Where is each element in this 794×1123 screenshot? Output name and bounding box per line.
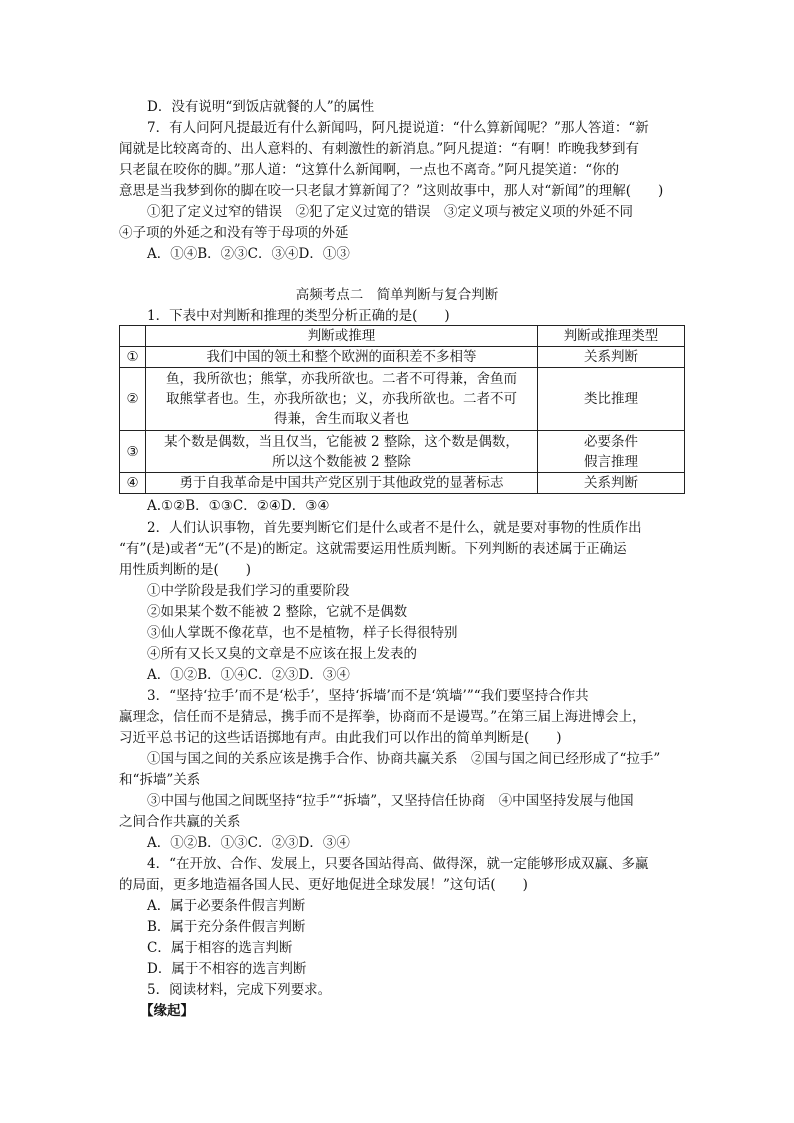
table-row — [120, 368, 685, 431]
q2-stem-line: 用性质判断的是( ) — [119, 562, 252, 578]
q1-options: A.①②B．①③C．②④D．③④ — [147, 498, 330, 514]
table-header-cell: 判断或推理类型 — [538, 326, 685, 347]
q7-stem-line: 意思是当我梦到你的脚在咬一只老鼠才算新闻了？”这则故事中，那人对“新闻”的理解( ) — [119, 183, 664, 199]
q2-item: ②如果某个数不能被 2 整除，它就不是偶数 — [147, 604, 408, 620]
q7-stem-line: 7．有人问阿凡提最近有什么新闻吗，阿凡提说道：“什么算新闻呢？”那人答道：“新 — [147, 120, 649, 136]
q3-stem-line: 3．“坚持‘拉手’而不是‘松手’，坚持‘拆墙’而不是‘筑墙’”“我们要坚持合作共 — [147, 688, 589, 704]
q5-stem: 5．阅读材料，完成下列要求。 — [147, 982, 332, 998]
row-type: 必要条件 假言推理 — [538, 431, 685, 473]
q7-stem-line: 只老鼠在咬你的脚。”那人道：“这算什么新闻啊，一点也不离奇。”阿凡提笑道：“你的 — [119, 162, 620, 178]
q3-item-line: ①国与国之间的关系应该是携手合作、协商共赢关系 ②国与国之间已经形成了“拉手” — [147, 751, 661, 767]
table-row — [120, 431, 685, 473]
q7-stem-line: 闻就是比较离奇的、出人意料的、有刺激性的新消息。”阿凡提道：“有啊！昨晚我梦到有 — [119, 141, 640, 157]
row-type: 类比推理 — [538, 368, 685, 431]
q2-item: ③仙人掌既不像花草，也不是植物，样子长得很特别 — [147, 625, 458, 641]
table-row — [120, 347, 685, 368]
row-type: 关系判断 — [538, 473, 685, 494]
q4-option-b: B．属于充分条件假言判断 — [147, 919, 306, 935]
section-title: 高频考点二 简单判断与复合判断 — [295, 287, 499, 303]
table-row — [120, 473, 685, 494]
table-header-cell — [120, 326, 146, 347]
q2-stem-line: “有”(是)或者“无”(不是)的断定。这就需要运用性质判断。下列判断的表述属于正确运 — [119, 541, 627, 557]
q3-item-line: ③中国与他国之间既坚持“拉手”“拆墙”，又坚持信任协商 ④中国坚持发展与他国 — [147, 793, 634, 809]
q7-item-line: ①犯了定义过窄的错误 ②犯了定义过宽的错误 ③定义项与被定义项的外延不同 — [147, 204, 633, 220]
table-header-row — [120, 326, 685, 347]
q2-item: ④所有又长又臭的文章是不应该在报上发表的 — [147, 646, 417, 662]
q4-option-a: A．属于必要条件假言判断 — [147, 898, 306, 914]
row-content: 我们中国的领土和整个欧洲的面积差不多相等 — [146, 347, 538, 368]
q4-option-d: D．属于不相容的选言判断 — [147, 961, 307, 977]
q7-item-line: ④子项的外延之和没有等于母项的外延 — [119, 225, 349, 241]
row-content: 某个数是偶数，当且仅当，它能被 2 整除，这个数是偶数， 所以这个数能被 2 整除 — [146, 431, 538, 473]
row-number: ③ — [120, 431, 146, 473]
q7-options: A．①④B．②③C．③④D．①③ — [147, 246, 350, 262]
row-number: ② — [120, 368, 146, 431]
q2-options: A．①②B．①④C．②③D．③④ — [147, 667, 350, 683]
q1-stem: 1．下表中对判断和推理的类型分析正确的是( ) — [147, 308, 450, 324]
q3-item-line: 和“拆墙”关系 — [119, 772, 201, 788]
q3-item-line: 之间合作共赢的关系 — [119, 814, 241, 830]
q5-subheading: 【缘起】 — [140, 1003, 194, 1019]
q4-stem-line: 的局面，更多地造福各国人民、更好地促进全球发展！”这句话( ) — [119, 877, 528, 893]
q2-stem-line: 2．人们认识事物，首先要判断它们是什么或者不是什么，就是要对事物的性质作出 — [147, 520, 642, 536]
q4-stem-line: 4．“在开放、合作、发展上，只要各国站得高、做得深，就一定能够形成双赢、多赢 — [147, 856, 649, 872]
q6-option-d: D．没有说明“到饭店就餐的人”的属性 — [147, 99, 375, 115]
q2-item: ①中学阶段是我们学习的重要阶段 — [147, 583, 350, 599]
q4-option-c: C．属于相容的选言判断 — [147, 940, 293, 956]
table-header-cell: 判断或推理 — [146, 326, 538, 347]
row-number: ① — [120, 347, 146, 368]
row-number: ④ — [120, 473, 146, 494]
q3-stem-line: 习近平总书记的这些话语掷地有声。由此我们可以作出的简单判断是( ) — [119, 730, 562, 746]
judgment-table — [119, 325, 685, 494]
q3-stem-line: 赢理念，信任而不是猜忌，携手而不是挥拳，协商而不是谩骂。”在第三届上海进博会上， — [119, 709, 646, 725]
q3-options: A．①②B．①③C．②③D．③④ — [147, 835, 350, 851]
row-type: 关系判断 — [538, 347, 685, 368]
row-content: 鱼，我所欲也；熊掌，亦我所欲也。二者不可得兼，舍鱼而 取熊掌者也。生，亦我所欲也；义，亦我所欲也。二者不可 得兼，舍生而取义者也 — [146, 368, 538, 431]
row-content: 勇于自我革命是中国共产党区别于其他政党的显著标志 — [146, 473, 538, 494]
